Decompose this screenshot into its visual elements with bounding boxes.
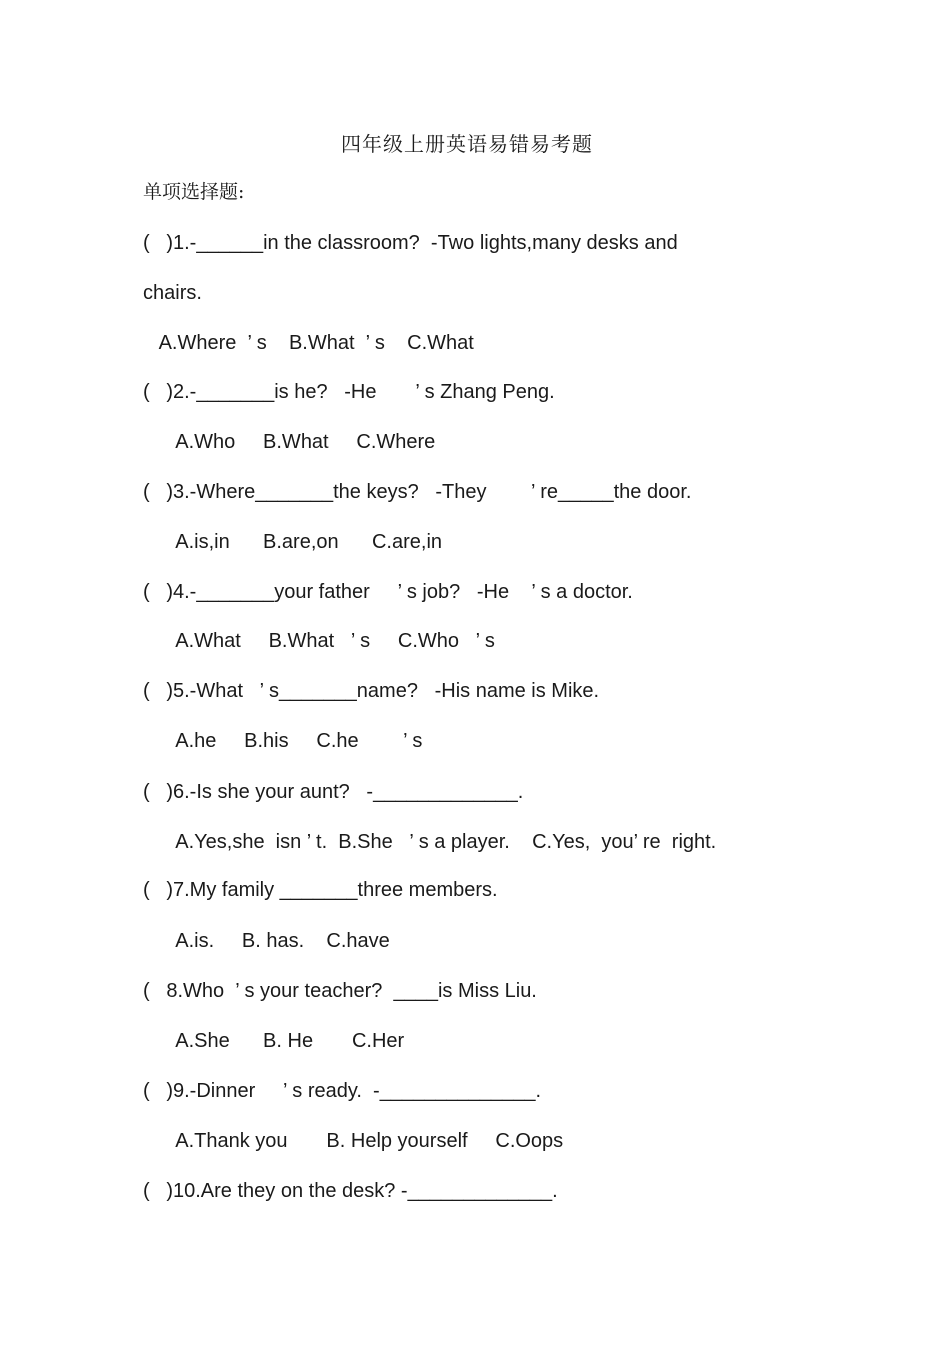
question-1-line: ( )1.-______in the classroom? -Two lights,many desks and [143, 232, 678, 254]
question-3-options: A.is,in B.are,on C.are,in [143, 531, 443, 553]
question-6-line: ( )6.-Is she your aunt? -_____________. [143, 781, 524, 803]
question-4-line: ( )4.-_______your father ’ s job? -He ’ s a doctor. [143, 581, 633, 603]
question-8-line: ( 8.Who ’ s your teacher? ____is Miss Liu. [143, 980, 537, 1002]
question-8-options: A.She B. He C.Her [143, 1030, 405, 1052]
question-3-line: ( )3.-Where_______the keys? -They ’ re_____the door. [143, 481, 692, 503]
question-1-continuation: chairs. [143, 282, 202, 304]
question-2-options: A.Who B.What C.Where [143, 431, 436, 453]
question-10-line: ( )10.Are they on the desk? -_____________. [143, 1180, 558, 1202]
question-2-line: ( )2.-_______is he? -He ’ s Zhang Peng. [143, 381, 555, 403]
question-5-line: ( )5.-What ’ s_______name? -His name is Mike. [143, 680, 600, 702]
question-4-options: A.What B.What ’ s C.Who ’ s [143, 630, 495, 652]
question-7-options: A.is. B. has. C.have [143, 930, 390, 952]
question-7-line: ( )7.My family _______three members. [143, 879, 498, 901]
question-6-options: A.Yes,she isn ’ t. B.She ’ s a player. C.Yes, you’ re right. [143, 831, 717, 853]
question-1-options: A.Where ’ s B.What ’ s C.What [143, 332, 474, 354]
question-9-options: A.Thank you B. Help yourself C.Oops [143, 1130, 564, 1152]
question-5-options: A.he B.his C.he ’ s [143, 730, 423, 752]
section-heading: 单项选择题: [143, 181, 245, 203]
page-title: 四年级上册英语易错易考题 [341, 132, 593, 156]
question-9-line: ( )9.-Dinner ’ s ready. -______________. [143, 1080, 541, 1102]
